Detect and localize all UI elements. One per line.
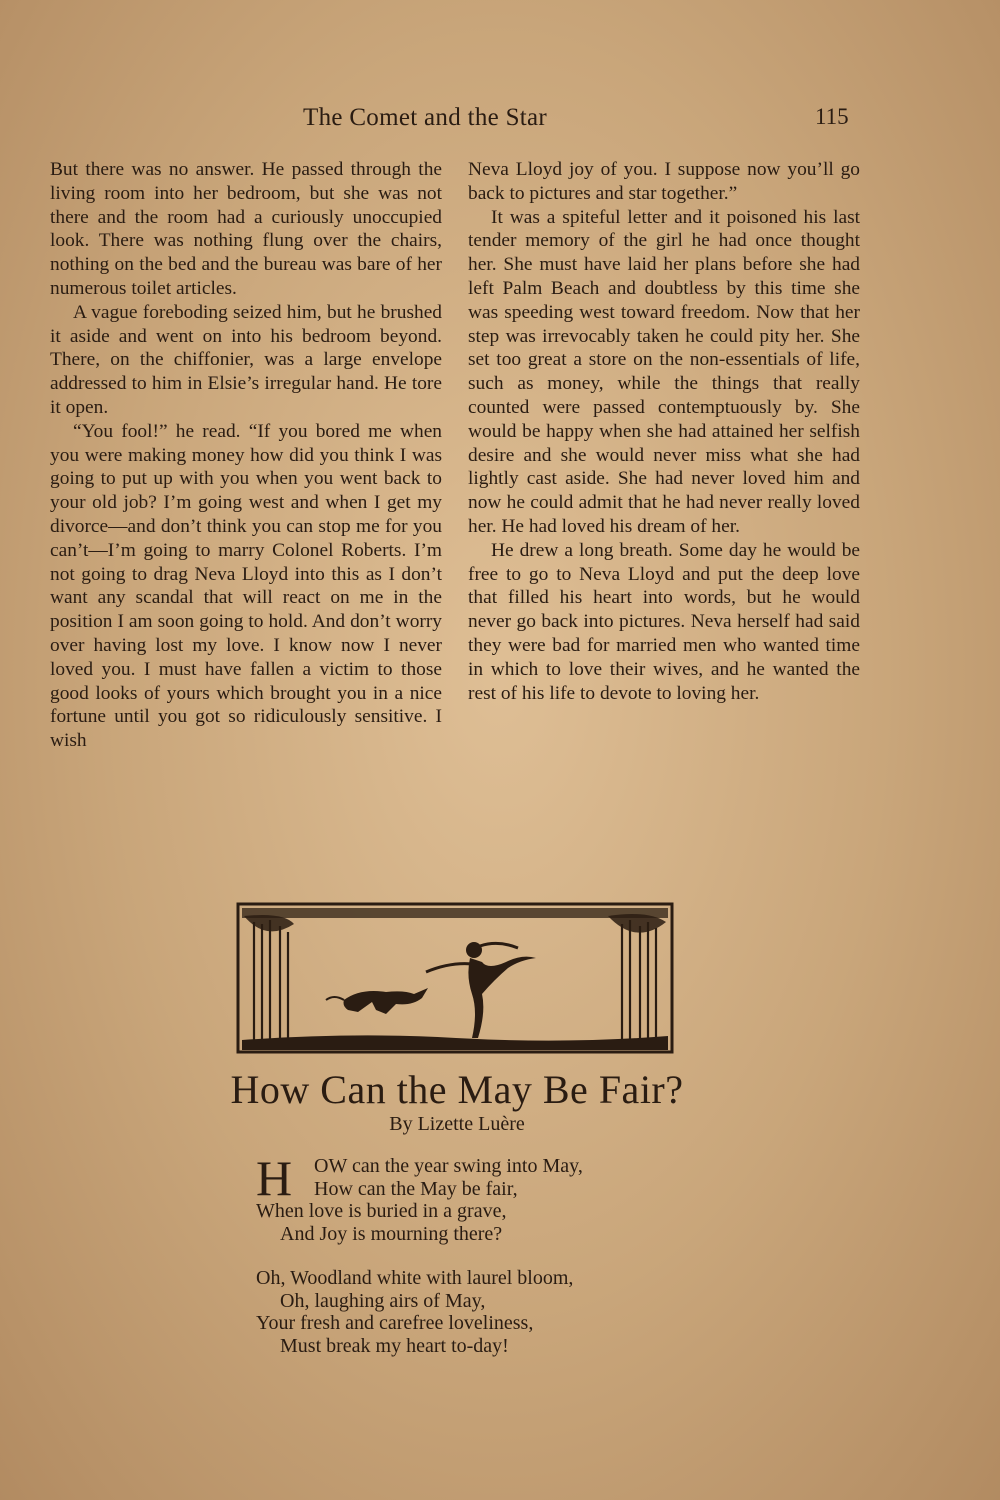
poem-byline: By Lizette Luère bbox=[389, 1113, 525, 1135]
poem-line: Oh, Woodland white with laurel bloom, bbox=[256, 1267, 574, 1289]
right-column bbox=[468, 158, 860, 705]
paragraph: A vague foreboding seized him, but he brushed it aside and went on into his bedroom beyond. There, on the chiffonier, was a large envelope addressed to him in Elsie’s irregular hand. He tore it open. bbox=[50, 301, 442, 418]
poem-line: Oh, laughing airs of May, bbox=[280, 1289, 486, 1312]
running-title: The Comet and the Star bbox=[303, 104, 548, 131]
paragraph: “You fool!” he read. “If you bored me when you were making money how did you think I was going to put up with you when you went back to your old job? I’m going west and when I get my divorce—and don’t think you can stop me for you can’t—I’m going to marry Colonel Roberts. I’m not going to drag Neva Lloyd into this as I don’t want any scandal that will react on me in the position I am soon going to hold. And don’t worry over having lost my love. I know now I never loved you. I must have fallen a victim to those good looks of yours which brought you in a nice fortune until you got so ridiculously sensitive. I wish bbox=[50, 420, 442, 752]
drop-cap: H bbox=[256, 1150, 293, 1206]
paragraph: Neva Lloyd joy of you. I suppose now you’ll go back to pictures and star together.” bbox=[468, 159, 860, 204]
poem-line: When love is buried in a grave, bbox=[256, 1200, 507, 1222]
paragraph: It was a spiteful letter and it poisoned his last tender memory of the girl he had once thought her. She must have laid her plans before she had left Palm Beach and doubtless by this time she was speeding west toward freedom. Now that her step was irrevocably taken he could pity her. She set too great a store on the non-essentials of life, such as money, while the things that really counted were passed contemptuously by. She would be happy when she had attained her selfish desire and she would never miss what she had lightly cast aside. She had never loved him and now he could admit that he had never really loved her. He had loved his dream of her. bbox=[468, 206, 860, 537]
running-head bbox=[0, 104, 1000, 134]
poem-line: OW can the year swing into May, bbox=[314, 1155, 583, 1177]
poem-stanza bbox=[256, 1150, 583, 1245]
poem-body bbox=[256, 1150, 583, 1379]
poem-stanza bbox=[256, 1267, 583, 1357]
paragraph: But there was no answer. He passed through the living room into her bedroom, but she was not there and the room had a curiously unoccupied look. There was nothing flung over the chairs, nothing on the bed and the bureau was bare of her numerous toilet articles. bbox=[50, 159, 442, 299]
poem-title: How Can the May Be Fair? bbox=[230, 1067, 684, 1112]
paragraph: He drew a long breath. Some day he would be free to go to Neva Lloyd and put the deep love that filled his heart into words, but he would never go back into pictures. Neva herself had said they were bad for married men who wanted time in which to love their wives, and he wanted the rest of his life to devote to loving her. bbox=[468, 539, 860, 704]
left-column bbox=[50, 158, 442, 753]
page-number: 115 bbox=[815, 104, 849, 129]
poem-line: Your fresh and carefree loveliness, bbox=[256, 1312, 534, 1334]
decorative-illustration bbox=[236, 902, 674, 1054]
poem-line: How can the May be fair, bbox=[314, 1177, 518, 1200]
poem-line: And Joy is mourning there? bbox=[280, 1222, 503, 1245]
poem-line: Must break my heart to-day! bbox=[280, 1334, 509, 1357]
